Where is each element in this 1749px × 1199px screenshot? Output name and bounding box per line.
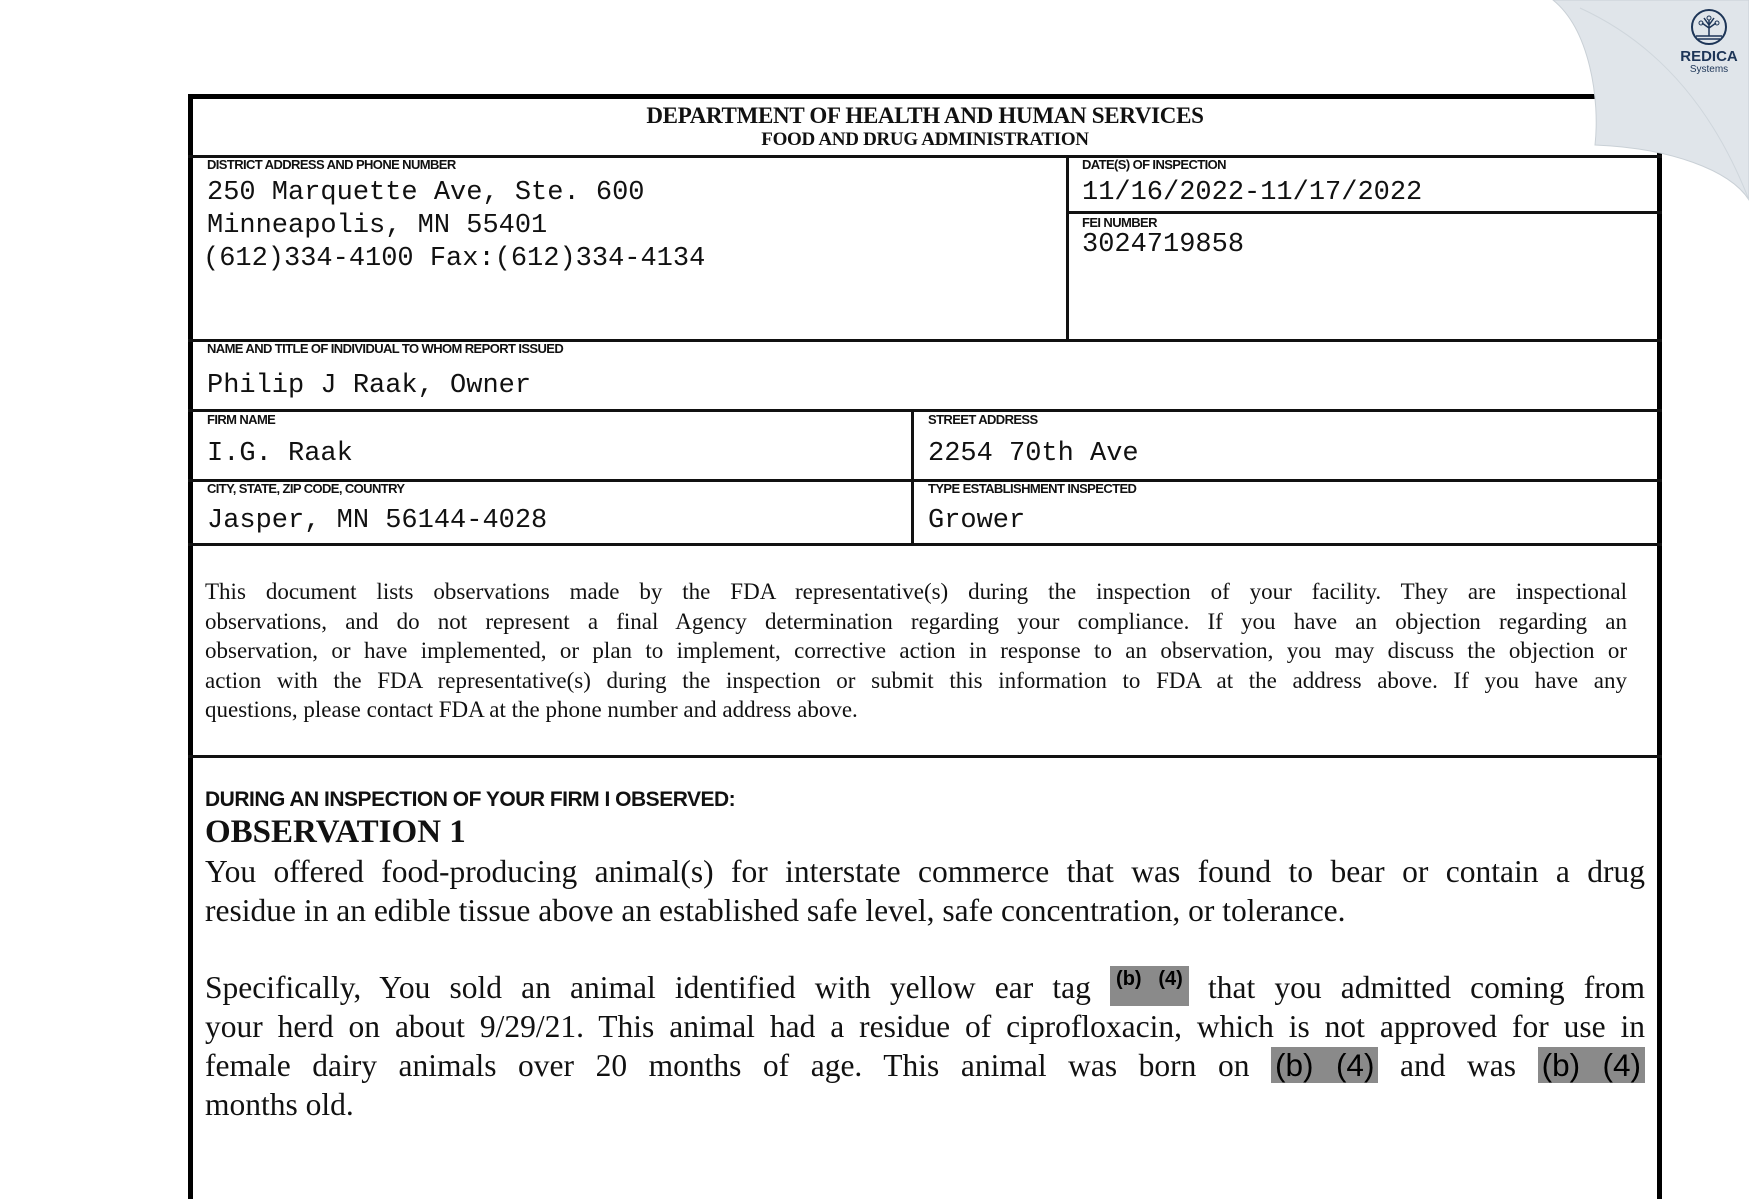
divider xyxy=(188,755,1662,758)
observation-title: OBSERVATION 1 xyxy=(205,814,466,850)
redica-brand: REDICA xyxy=(1680,48,1738,65)
disclaimer-line: This document lists observations made by the FDA representative(s) during the inspection of your facility. They are inspectional xyxy=(205,579,1627,604)
city-value: Jasper, MN 56144-4028 xyxy=(207,506,548,536)
district-phone: (612)334-4100 Fax:(612)334-4134 xyxy=(203,244,706,274)
recipient-value: Philip J Raak, Owner xyxy=(207,371,532,401)
detail-line: months old. xyxy=(205,1087,354,1122)
district-label: DISTRICT ADDRESS AND PHONE NUMBER xyxy=(207,157,456,172)
redaction-b4: (b) (4) xyxy=(1110,966,1189,1006)
redaction-b4: (b) (4) xyxy=(1538,1047,1645,1083)
observation-summary xyxy=(205,852,1645,930)
divider xyxy=(188,543,1662,546)
detail-line: female dairy animals over 20 months of age. This animal was born on (b) (4) and was (b) (4) xyxy=(205,1046,1645,1085)
disclaimer-line: observation, or have implemented, or plan to implement, corrective action in response to an observation, you may discuss the objection or xyxy=(205,638,1627,664)
divider xyxy=(188,409,1662,412)
disclaimer-line: action with the FDA representative(s) during the inspection or submit this information to FDA at the address above. If you have any xyxy=(205,667,1627,693)
detail-line: Specifically, You sold an animal identified with yellow ear tag $^{(b) (4)}$ that you admitted coming from xyxy=(205,968,1646,1005)
street-value: 2254 70th Ave xyxy=(928,439,1139,469)
detail-line: your herd on about 9/29/21. This animal had a residue of ciprofloxacin, which is not approved for use in xyxy=(205,1009,1645,1044)
disclaimer xyxy=(205,577,1627,725)
divider xyxy=(1066,156,1069,341)
district-address-line: Minneapolis, MN 55401 xyxy=(207,211,548,241)
disclaimer-line: observations, and do not represent a final Agency determination regarding your compliance. If you have an objection regarding an xyxy=(205,608,1627,634)
street-label: STREET ADDRESS xyxy=(928,412,1038,427)
disclaimer-line: questions, please contact FDA at the phone number and address above. xyxy=(205,697,858,723)
observation-detail xyxy=(205,968,1645,1124)
inspection-dates-label: DATE(S) OF INSPECTION xyxy=(1082,157,1226,172)
observations-intro: DURING AN INSPECTION OF YOUR FIRM I OBSERVED: xyxy=(205,788,736,811)
department-heading: DEPARTMENT OF HEALTH AND HUMAN SERVICES xyxy=(646,103,1204,128)
establishment-value: Grower xyxy=(928,506,1026,536)
redica-sub: Systems xyxy=(1689,64,1729,75)
establishment-label: TYPE ESTABLISHMENT INSPECTED xyxy=(928,481,1137,496)
divider xyxy=(911,410,914,545)
recipient-label: NAME AND TITLE OF INDIVIDUAL TO WHOM REPORT ISSUED xyxy=(207,341,564,356)
city-label: CITY, STATE, ZIP CODE, COUNTRY xyxy=(207,481,405,496)
redica-logo-icon xyxy=(1690,8,1728,46)
fei-label: FEI NUMBER xyxy=(1082,215,1157,230)
inspection-dates-value: 11/16/2022-11/17/2022 xyxy=(1082,178,1423,208)
summary-line: You offered food-producing animal(s) for interstate commerce that was found to bear or contain a drug xyxy=(205,854,1645,889)
district-address-line: 250 Marquette Ave, Ste. 600 xyxy=(207,178,645,208)
firm-value: I.G. Raak xyxy=(207,439,353,469)
agency-heading: FOOD AND DRUG ADMINISTRATION xyxy=(761,129,1089,150)
summary-line: residue in an edible tissue above an established safe level, safe concentration, or tolerance. xyxy=(205,893,1346,928)
divider xyxy=(188,479,1662,482)
redaction-b4: (b) (4) xyxy=(1271,1047,1378,1083)
divider xyxy=(1067,211,1662,214)
fei-value: 3024719858 xyxy=(1082,230,1245,260)
firm-label: FIRM NAME xyxy=(207,412,276,427)
